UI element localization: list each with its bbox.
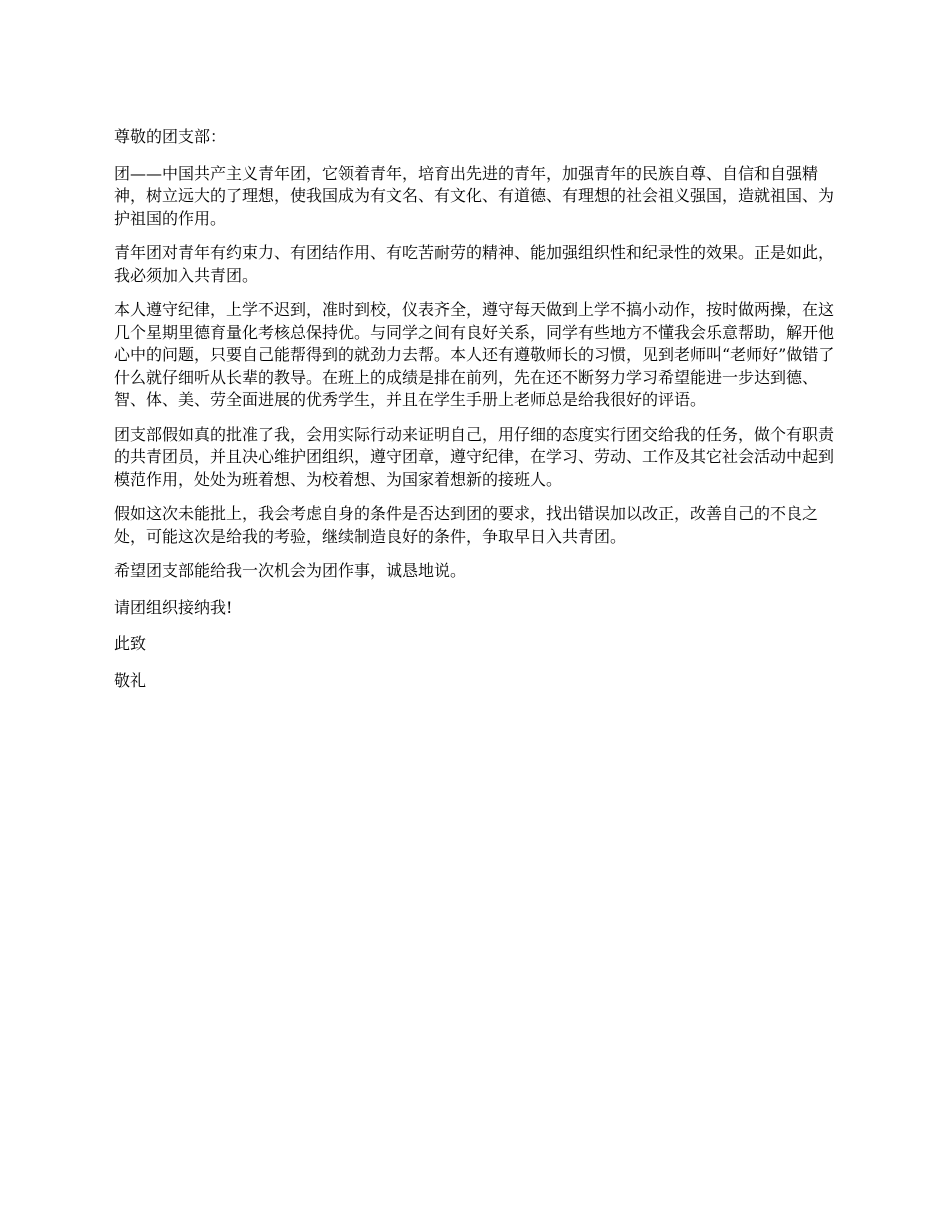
paragraph-7: 请团组织接纳我! [114,597,233,617]
paragraph-3: 本人遵守纪律，上学不迟到，准时到校，仪表齐全，遵守每天做到上学不搞小动作，按时做两操，在这几个星期里德育量化考核总保持优。与同学之间有良好关系，同学有些地方不懂我会乐意帮助，解开他心中的问题，只要自己能帮得到的就劲力去帮。本人还有遵敬师长的习惯，见到老师叫“老师好”做错了什么就仔细听从长辈的教导。在班上的成绩是排在前列，先在还不断努力学习希望能进一步达到德、智、体、美、劳全面进展的优秀学生，并且在学生手册上老师总是给我很好的评语。 [114,300,835,409]
paragraph-6: 希望团支部能给我一次机会为团作事，诚恳地说。 [114,561,467,580]
paragraph-2: 青年团对青年有约束力、有团结作用、有吃苦耐劳的精神、能加强组织性和纪录性的效果。正是如此，我必须加入共青团。 [114,243,835,285]
letter-closing-1: 此致 [114,634,147,653]
paragraph-5: 假如这次未能批上，我会考虑自身的条件是否达到团的要求，找出错误加以改正，改善自己的不良之处，可能这次是给我的考验，继续制造良好的条件，争取早日入共青团。 [114,504,819,546]
letter-document [114,126,838,706]
paragraph-4: 团支部假如真的批准了我，会用实际行动来证明自己，用仔细的态度实行团交给我的任务，做个有职责的共青团员，并且决心维护团组织，遵守团章，遵守纪律，在学习、劳动、工作及其它社会活动中起到模范作用，处处为班着想、为校着想、为国家着想新的接班人。 [114,424,835,489]
letter-closing-2: 敬礼 [114,670,147,690]
letter-salutation: 尊敬的团支部： [114,127,227,146]
paragraph-1: 团——中国共产主义青年团，它领着青年，培育出先进的青年，加强青年的民族自尊、自信和自强精神，树立远大的了理想，使我国成为有文名、有文化、有道德、有理想的社会祖义强国，造就祖国、为护祖国的作用。 [114,163,835,228]
